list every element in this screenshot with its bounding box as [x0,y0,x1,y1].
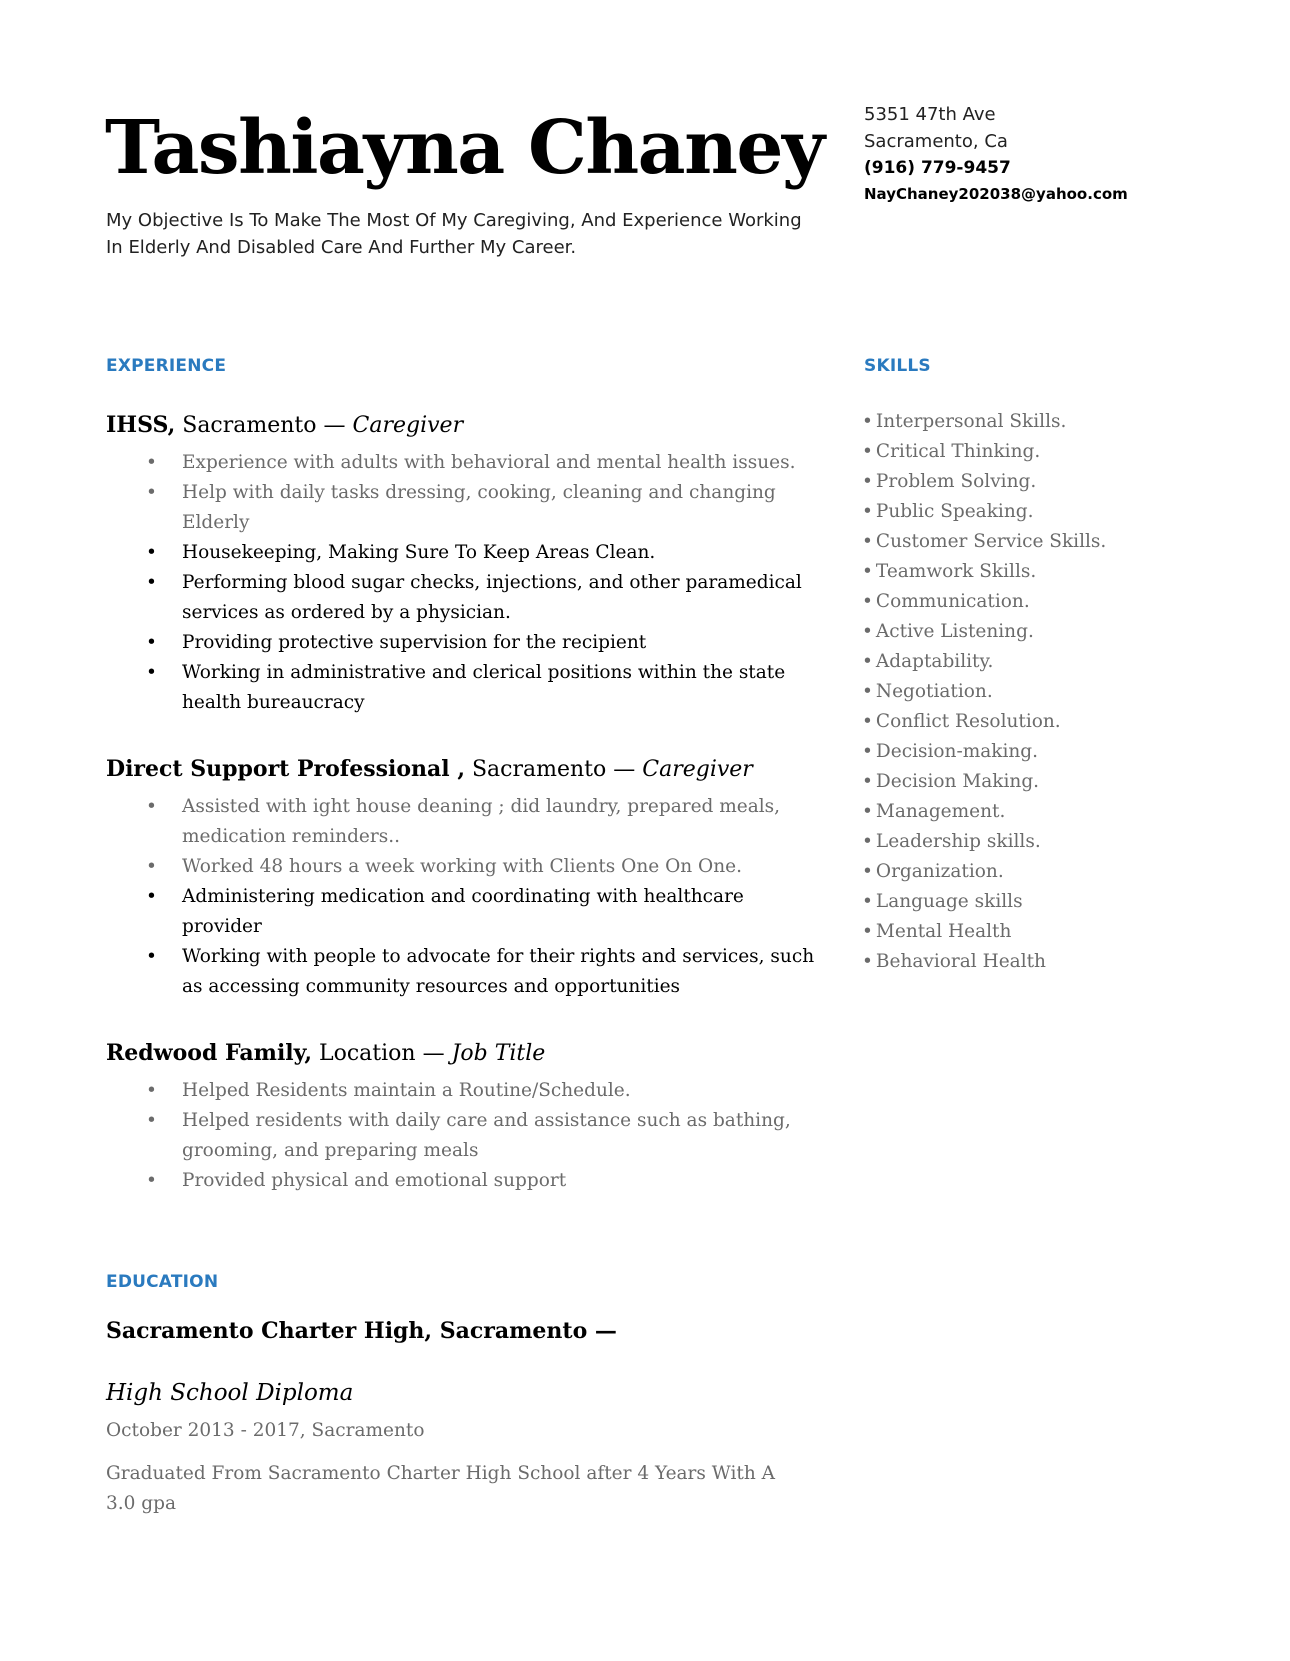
bullet-icon: • [862,651,873,672]
education-dates: October 2013 - 2017, Sacramento [106,1420,425,1441]
job-role: Caregiver [352,413,464,438]
bullet-icon: • [146,1170,157,1191]
skill-item: • Problem Solving. [862,471,1037,492]
list-item: • Experience with adults with behavioral and mental health issues. [106,448,816,478]
bullet-icon: • [146,856,157,877]
list-item: • Helped Residents maintain a Routine/Schedule. [106,1076,816,1106]
skill-item: • Leadership skills. [862,831,1041,852]
bullet-icon: • [862,771,873,792]
contact-block [864,101,1128,207]
bullet-icon: • [862,861,873,882]
skill-item: • Management. [862,801,1006,822]
bullet-icon: • [862,591,873,612]
education-description: Graduated From Sacramento Charter High School after 4 Years With A 3.0 gpa [106,1463,775,1514]
bullet-icon: • [146,796,157,817]
bullet-icon: • [862,411,873,432]
bullet-icon: • [146,542,157,563]
bullet-icon: • [862,741,873,762]
bullet-icon: • [146,1110,157,1131]
education-heading: EDUCATION [106,1272,219,1292]
skill-item: • Teamwork Skills. [862,561,1037,582]
skill-item: • Behavioral Health [862,951,1046,972]
school-name: Sacramento Charter High, Sacramento — [106,1318,617,1344]
bullet-icon: • [862,921,873,942]
list-item: • Providing protective supervision for the recipient [106,628,816,658]
skill-item: • Adaptability. [862,651,994,672]
skill-item: • Communication. [862,591,1030,612]
list-item: • Assisted with ight house deaning ; did laundry, prepared meals, medication reminders.. [106,792,816,852]
skill-item: • Critical Thinking. [862,441,1041,462]
list-item: • Worked 48 hours a week working with Clients One On One. [106,852,816,882]
bullet-icon: • [146,452,157,473]
job-location: Sacramento — [175,413,353,438]
skills-heading: SKILLS [864,356,931,376]
job-role: Job Title [451,1041,546,1066]
bullet-icon: • [862,891,873,912]
skill-item: • Organization. [862,861,1004,882]
bullet-icon: • [146,662,157,683]
bullet-icon: • [862,531,873,552]
bullet-icon: • [862,501,873,522]
job-bullet-list [106,1076,816,1196]
list-item: • Performing blood sugar checks, injections, and other paramedical services as ordered by a physician. [106,568,816,628]
bullet-icon: • [862,951,873,972]
job-role: Caregiver [642,757,753,782]
skill-item: • Language skills [862,891,1023,912]
bullet-icon: • [862,711,873,732]
skill-item: • Mental Health [862,921,1012,942]
job-location: Location — [312,1041,452,1066]
bullet-icon: • [862,441,873,462]
bullet-icon: • [862,621,873,642]
skill-item: • Public Speaking. [862,501,1034,522]
bullet-icon: • [146,482,157,503]
bullet-icon: • [862,831,873,852]
bullet-icon: • [862,681,873,702]
degree-title: High School Diploma [106,1380,354,1406]
skill-item: • Negotiation. [862,681,993,702]
candidate-name: Tashiayna Chaney [105,105,824,191]
list-item: • Help with daily tasks dressing, cooking, cleaning and changing Elderly [106,478,816,538]
bullet-icon: • [862,801,873,822]
skill-item: • Decision-making. [862,741,1039,762]
job-bullet-list [106,792,816,1002]
bullet-icon: • [146,632,157,653]
employer-name: IHSS, [106,412,176,438]
list-item: • Working with people to advocate for their rights and services, such as accessing community resources and opportunities [106,942,816,1002]
job-title-line [106,410,463,441]
experience-heading: EXPERIENCE [106,356,227,376]
employer-name: Redwood Family, [106,1040,312,1066]
list-item: • Housekeeping, Making Sure To Keep Areas Clean. [106,538,816,568]
address-line-2: Sacramento, Ca [864,131,1008,152]
bullet-icon: • [146,886,157,907]
list-item: • Helped residents with daily care and assistance such as bathing, grooming, and preparing meals [106,1106,816,1166]
skills-list [862,407,1106,977]
bullet-icon: • [146,946,157,967]
skill-item: • Decision Making. [862,771,1040,792]
address-line-1: 5351 47th Ave [864,104,996,125]
skill-item: • Customer Service Skills. [862,531,1107,552]
list-item: • Administering medication and coordinating with healthcare provider [106,882,816,942]
skill-item: • Active Listening. [862,621,1034,642]
bullet-icon: • [146,572,157,593]
bullet-icon: • [862,471,873,492]
job-title-line [106,1038,545,1069]
objective-statement: My Objective Is To Make The Most Of My Caregiving, And Experience Working In Elderly And Disabled Care And Further My Career. [106,210,802,258]
bullet-icon: • [862,561,873,582]
job-location: Sacramento — [464,757,643,782]
email-address: NayChaney202038@yahoo.com [864,185,1128,203]
skill-item: • Interpersonal Skills. [862,411,1067,432]
bullet-icon: • [146,1080,157,1101]
employer-name: Direct Support Professional , [106,756,465,782]
list-item: • Provided physical and emotional support [106,1166,816,1196]
skill-item: • Conflict Resolution. [862,711,1061,732]
list-item: • Working in administrative and clerical positions within the state health bureaucracy [106,658,816,718]
phone-number: (916) 779-9457 [864,158,1011,178]
job-bullet-list [106,448,816,718]
job-title-line [106,754,753,785]
